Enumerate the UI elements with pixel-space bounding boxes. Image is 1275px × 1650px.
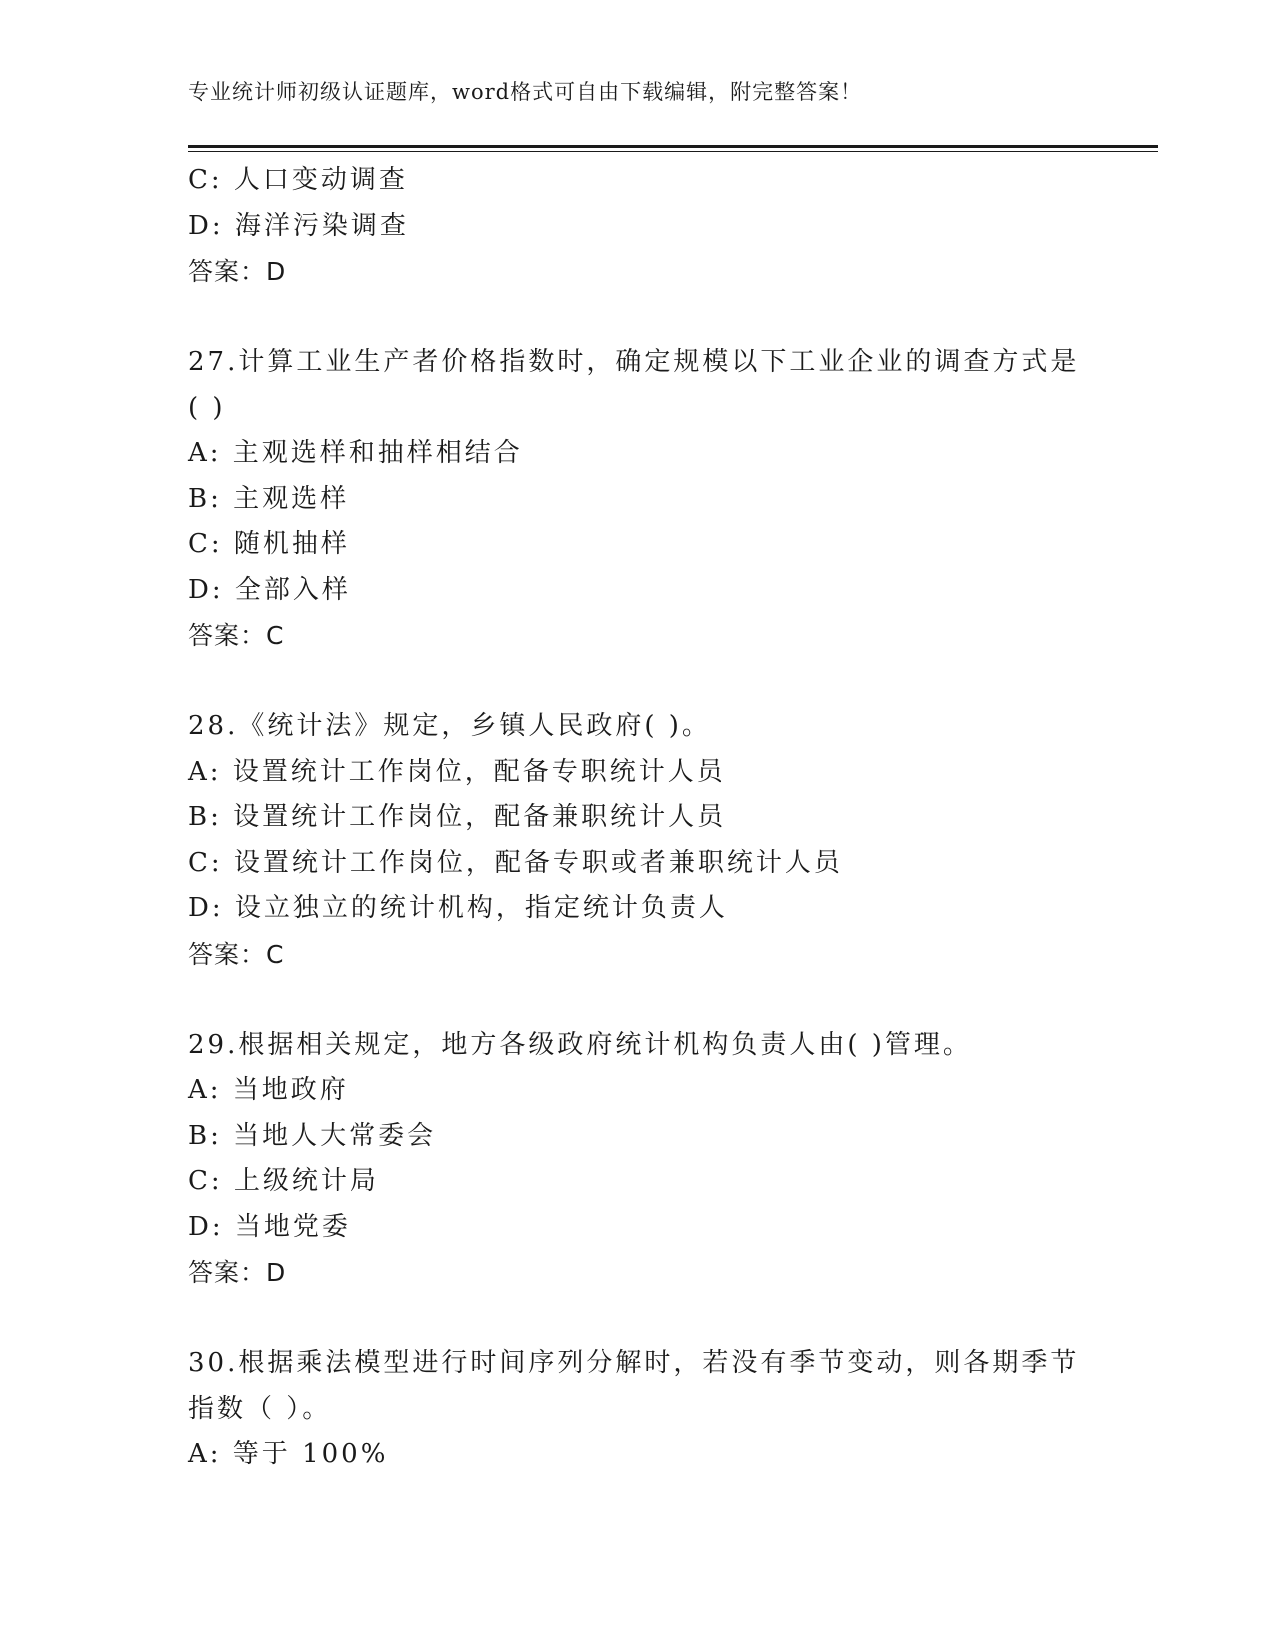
option-d: D: 全部入样 xyxy=(188,574,351,605)
spacer xyxy=(188,295,1088,341)
question-stem: 27.计算工业生产者价格指数时，确定规模以下工业企业的调查方式是 xyxy=(188,347,1080,377)
option-b: B: 主观选样 xyxy=(188,483,350,514)
option-b: B: 设置统计工作岗位，配备兼职统计人员 xyxy=(188,802,727,832)
question-stem: 28.《统计法》规定，乡镇人民政府( )。 xyxy=(188,711,711,741)
option-a: A: 等于 100% xyxy=(188,1439,389,1469)
option-c: C: 随机抽样 xyxy=(188,529,350,559)
option-c: C: 设置统计工作岗位，配备专职或者兼职统计人员 xyxy=(188,847,843,878)
question-28 xyxy=(188,704,1088,977)
option-c: C: 上级统计局 xyxy=(188,1166,379,1196)
question-26-continued xyxy=(188,158,1088,295)
question-list xyxy=(188,158,1088,1478)
question-stem-continued: ( ) xyxy=(188,392,226,423)
answer-line: 答案：C xyxy=(188,939,285,969)
spacer xyxy=(188,659,1088,705)
option-d: D: 当地党委 xyxy=(188,1211,351,1242)
option-d: D: 设立独立的统计机构，指定统计负责人 xyxy=(188,893,728,923)
option-d: D: 海洋污染调查 xyxy=(188,210,409,241)
question-stem: 29.根据相关规定，地方各级政府统计机构负责人由( )管理。 xyxy=(188,1029,972,1060)
page-header: 专业统计师初级认证题库，word格式可自由下载编辑，附完整答案！ xyxy=(188,80,863,104)
answer-line: 答案：D xyxy=(188,257,287,286)
spacer xyxy=(188,977,1088,1023)
option-c: C: 人口变动调查 xyxy=(188,165,408,195)
spacer xyxy=(188,1296,1088,1342)
question-30 xyxy=(188,1341,1088,1478)
answer-line: 答案：C xyxy=(188,621,285,650)
question-stem: 30.根据乘法模型进行时间序列分解时，若没有季节变动，则各期季节 xyxy=(188,1348,1080,1378)
option-a: A: 设置统计工作岗位，配备专职统计人员 xyxy=(188,756,726,787)
answer-line: 答案：D xyxy=(188,1258,287,1287)
header-rule-thick xyxy=(188,145,1158,148)
option-b: B: 当地人大常委会 xyxy=(188,1120,437,1151)
question-stem-continued: 指数（ ）。 xyxy=(188,1393,332,1424)
option-a: A: 当地政府 xyxy=(188,1075,349,1105)
question-27 xyxy=(188,340,1088,659)
question-29 xyxy=(188,1023,1088,1296)
option-a: A: 主观选样和抽样相结合 xyxy=(188,438,523,468)
header-rule-thin xyxy=(188,151,1158,152)
